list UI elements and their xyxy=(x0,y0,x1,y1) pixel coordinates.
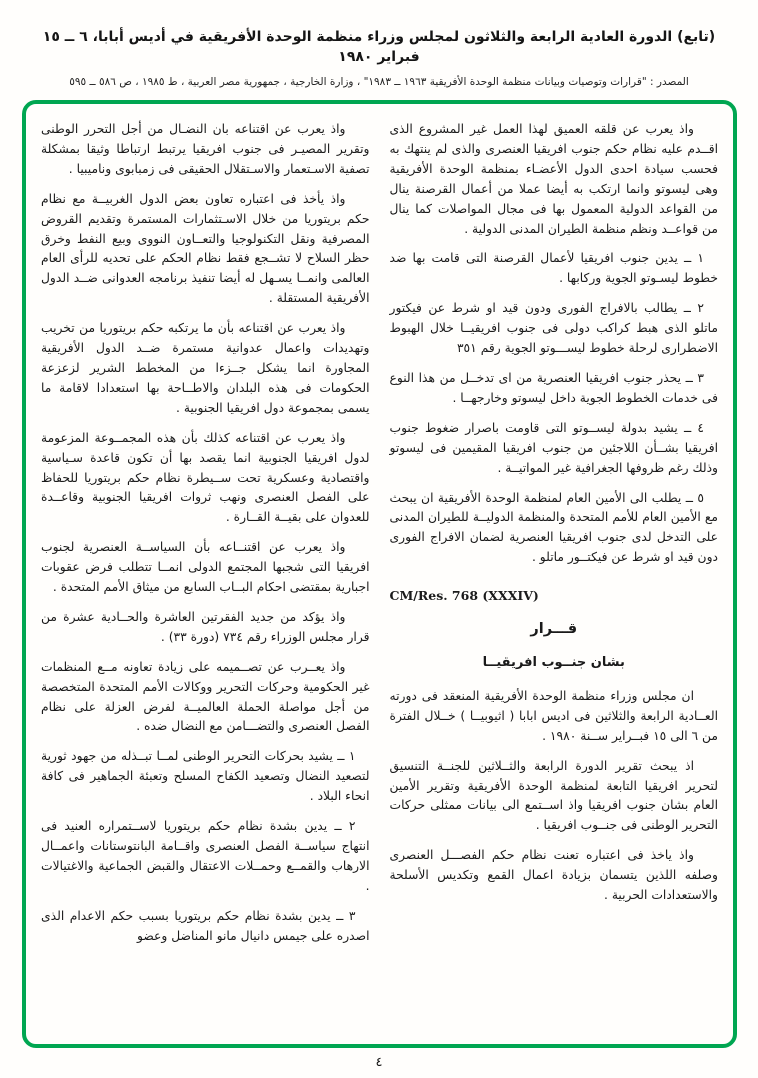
document-title: (تابع) الدورة العادية الرابعة والثلاثون لمجلس وزراء منظمة الوحدة الأفريقية في أديس أبابا، ٦ ــ ١٥ فبراير ١٩٨٠ xyxy=(42,29,716,65)
page-number: ٤ xyxy=(375,1055,383,1070)
preamble-paragraph: واذ يعرب عن اقتناعه بان النضـال من أجل التحرر الوطنى وتقرير المصيـر فى جنوب افريقيا يرتبط ارتباطا وثيقا بمشكلة تصفية الاسـتعمار والاسـتقلال الحقيقى فى زمبابوى وناميبيا . xyxy=(41,122,370,176)
preamble-paragraph: واذ يعرب عن اقتناعه كذلك بأن هذه المجمــوعة المزعومة لدول افريقيا الجنوبية انما يقصد بها أن تكون قاعدة سـياسية واقتصادية وعسكرية تحت ســيطرة نظام حكم بريتوريا للحفاظ على الفصل العنصرى ونهب ثروات افريقيا الجنوبية وقاعــدة للعدوان على بقيــة القــارة . xyxy=(41,430,370,525)
preamble-paragraph: واذ يؤكد من جديد الفقرتين العاشرة والحــادية عشرة من قرار مجلس الوزراء رقم ٧٣٤ (دورة ٣٣) . xyxy=(41,609,370,644)
resolution-code: CM/Res. 768 (XXXIV) xyxy=(389,588,539,604)
operative-paragraph-1: ١ ــ يدين جنوب افريقيا لأعمال القرصنة التى قامت بها ضد خطوط ليسـوتو الجوية وركابها . xyxy=(389,251,718,286)
preamble-paragraph: واذ يعرب عن قلقه العميق لهذا العمل غير المشروع الذى اقــدم عليه نظام حكم جنوب افريقيا العنصرى والذى لم ينتهك به فحسب سيادة احدى الدول الأعضـاء بمنظمة الوحدة الأفريقية وهى ليسوتو وانما ارتكب به أيضا عملا من أعمال القرصنة ينال من القواعد الدولية المعمول بها فى مجال المواصلات كما ينال من قواعــد ونظم منظمة الطيران المدنى الدولية . xyxy=(389,122,718,236)
preamble-paragraph: واذ يأخذ فى اعتباره تعاون بعض الدول الغربيــة مع نظام حكم بريتوريا من خلال الاسـتثمارات المستمرة وتقديم القروض المصرفية ونقل التكنولوجيا والتعــاون النووى وبيع النفط وخرق حظر السلاح لا تشــجع فقط نظام الحكم على تحديه للرأى العام العالمى وانمــا يسـهل له أيضا تنفيذ برنامجه العدوانى ضــد الدول الأفريقية المستقلة . xyxy=(41,191,370,306)
left-column xyxy=(41,120,370,1034)
resolution-preamble-paragraph: ان مجلس وزراء منظمة الوحدة الأفريقية المنعقد فى دورته العــادية الرابعة والثلاثين فى اديس ابابا ( اثيوبيــا ) خــلال الفترة من ٦ الى ١٥ فبــراير ســنة ١٩٨٠ . xyxy=(389,688,718,743)
resolution-preamble-paragraph: اذ يبحث تقرير الدورة الرابعة والثــلاثين للجنــة التنسيق لتحرير افريقيا التابعة لمنظمة الوحدة الأفريقية وتقرير الأمين العام بشان جنوب افريقيا واذ اســتمع الى بيانات ممثلى حركات التحرير الوطنى فى جنــوب افريقيا . xyxy=(389,758,718,833)
operative-paragraph-3: ٣ ــ يحذر جنوب افريقيا العنصرية من اى تدخــل من هذا النوع فى خدمات الخطوط الجوية داخل ليسوتو وخارجهــا . xyxy=(389,370,718,405)
resolution-subtitle: بشان جنــوب افريقيــا xyxy=(482,654,625,670)
document-header xyxy=(0,0,758,88)
operative-paragraph-4: ٤ ــ يشيد بدولة ليســوتو التى قاومت باصرار ضغوط جنوب افريقيا بشــأن اللاجئين من جنوب افريقيا المقيمين فى ليسوتو وذلك رغم ظروفها الجغرافية غير المواتيــة . xyxy=(389,420,718,475)
operative-paragraph-2: ٢ ــ يطالب بالافراج الفورى ودون قيد او شرط عن فيكتور ماتلو الذى هبط كراكب دولى فى جنوب افريقيــا خلال الهبوط الاضطرارى لرحلة خطوط ليســـوتو الجوية رقم ٣٥١ xyxy=(389,301,718,356)
preamble-paragraph: واذ يعرب عن اقتنــاعه بأن السياســة العنصرية لجنوب افريقيا التى شجبها المجتمع الدولى انمــا تتطلب فرض عقوبات اجبارية بمقتضى احكام البــاب السابع من ميثاق الأمم المتحدة . xyxy=(41,540,370,595)
operative-paragraph-5: ٥ ــ يطلب الى الأمين العام لمنظمة الوحدة الأفريقية ان يبحث مع الأمين العام للأمم المتحدة والمنظمة الدوليــة للطيران المدنى على التدخل لدى جنوب افريقيا العنصرية لضمان الافراج الفورى دون قيد او شرط عن فيكتــور ماتلو . xyxy=(389,490,718,565)
green-border-box xyxy=(22,100,737,1048)
right-column xyxy=(390,120,719,1034)
document-source-line: المصدر : "قرارات وتوصيات وبيانات منظمة الوحدة الأفريقية ١٩٦٣ ــ ١٩٨٣" ، وزارة الخارجية ، جمهورية مصر العربية ، ط ١٩٨٥ ، ص ٥٨٦ ــ ٥٩٥ xyxy=(69,76,689,89)
resolution-preamble-paragraph: واذ ياخذ فى اعتباره تعنت نظام حكم الفصـــل العنصرى وصلفه اللذين يتسمان بزيادة اعمال القمع وتكديس الأسلحة والاستعدادات الحربية . xyxy=(389,848,718,903)
two-column-layout xyxy=(41,120,718,1034)
preamble-paragraph: واذ يعــرب عن تصــميمه على زيادة تعاونه مــع المنظمات غير الحكومية وحركات التحرير ووكالات الأمم المتحدة المتخصصة من أجل مواصلة الحملة العالميــة لفرض العزلة على نظام الفصل العنصرى والتضـــامن مع النضال ضده . xyxy=(41,659,370,734)
operative-paragraph-3: ٣ ــ يدين بشدة نظام حكم بريتوريا بسبب حكم الاعدام الذى اصدره على جيمس دانيال مانو المناضل وعضو xyxy=(41,908,370,943)
operative-paragraph-2: ٢ ــ يدين بشدة نظام حكم بريتوريا لاســتمراره العنيد فى انتهاج سياســة الفصل العنصرى واقــامة البانتوستانات واعمــال الارهاب والقمــع وحمــلات الاعتقال والقبض الجماعية والاغتيالات . xyxy=(41,819,370,893)
document-footer xyxy=(0,1055,758,1070)
preamble-paragraph: واذ يعرب عن اقتناعه بأن ما يرتكبه حكم بريتوريا من تخريب وتهديدات واعمال عدوانية مستمرة ضــد الدول الأفريقية المجاورة انما يشكل جــزءا من المخطط الشرير لزعزعة الحكومات فى هذه البلدان والاطــاحة بها استعدادا لاقامة ما يسمى بمجموعة دول افريقيا الجنوبية . xyxy=(41,321,370,415)
operative-paragraph-1: ١ ــ يشيد بحركات التحرير الوطنى لمــا تبــذله من جهود ثورية لتصعيد النضال وتصعيد الكفاح المسلح وتعبئة الجماهير فى كافة انحاء البلاد . xyxy=(41,749,370,804)
resolution-title: قـــرار xyxy=(530,621,578,638)
